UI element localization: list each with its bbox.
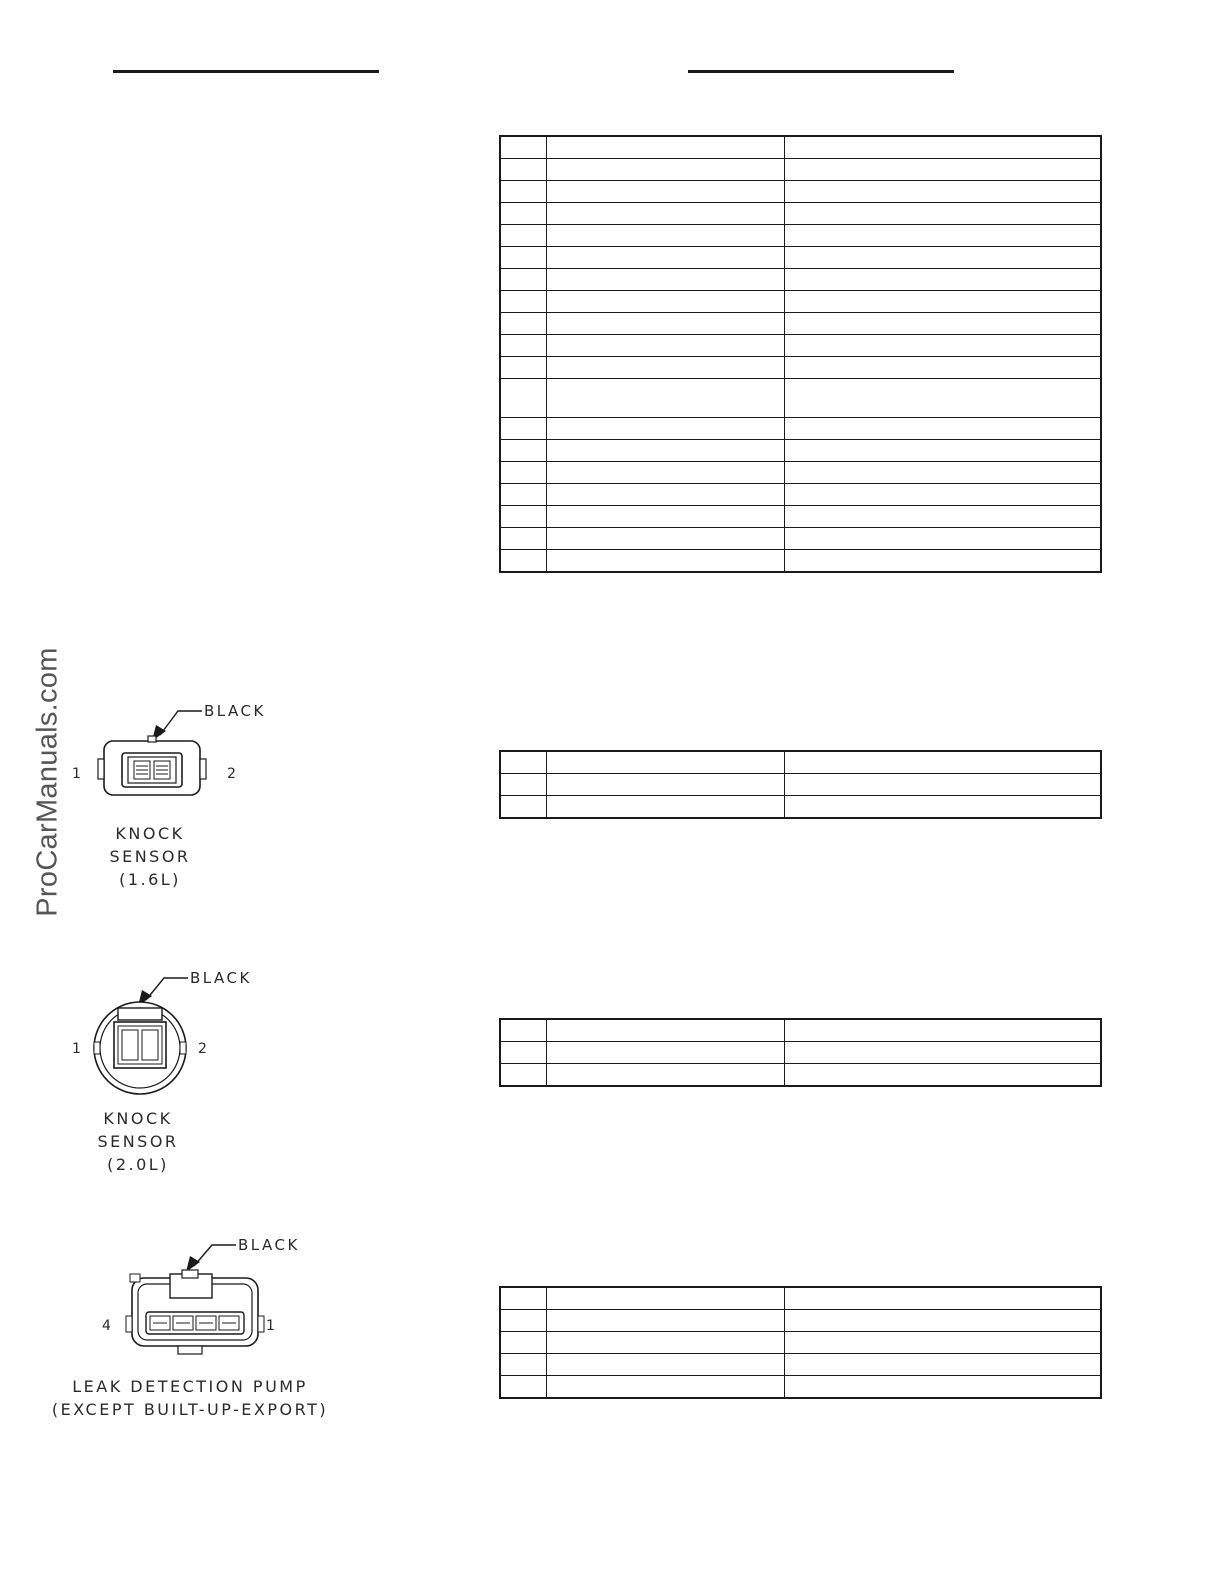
table-row	[500, 159, 1101, 181]
table-cell	[500, 1287, 546, 1310]
caption-line: KNOCK	[103, 1109, 173, 1128]
pin-table-main-body	[500, 136, 1101, 572]
table-row	[500, 796, 1101, 819]
table-cell	[546, 418, 784, 440]
table-cell	[784, 440, 1101, 462]
table-row	[500, 181, 1101, 203]
caption-line: (1.6L)	[119, 870, 181, 889]
table-cell	[500, 379, 546, 418]
two-pin-rectangular-connector-icon	[60, 695, 280, 805]
table-cell	[546, 136, 784, 159]
table-cell	[784, 550, 1101, 573]
table-row	[500, 1064, 1101, 1087]
table-cell	[784, 291, 1101, 313]
table-row	[500, 335, 1101, 357]
header-rule-right	[688, 70, 954, 73]
connector-knock-sensor-1-6l	[60, 695, 280, 805]
table-cell	[546, 1354, 784, 1376]
table-cell	[546, 528, 784, 550]
table-cell	[784, 1376, 1101, 1399]
table-cell	[500, 181, 546, 203]
table-cell	[500, 203, 546, 225]
table-cell	[500, 313, 546, 335]
caption-line: SENSOR	[109, 847, 191, 866]
table-cell	[500, 1332, 546, 1354]
pin-number-left: 1	[72, 766, 81, 782]
pin-number-left: 1	[72, 1041, 81, 1057]
table-cell	[784, 751, 1101, 774]
table-cell	[784, 1064, 1101, 1087]
table-row	[500, 313, 1101, 335]
table-cell	[500, 335, 546, 357]
table-row	[500, 1019, 1101, 1042]
table-cell	[784, 1354, 1101, 1376]
table-cell	[500, 440, 546, 462]
pin-table-body	[500, 751, 1101, 818]
table-cell	[784, 1042, 1101, 1064]
pin-table-knock-sensor-2-0l	[499, 1018, 1102, 1087]
color-label: BLACK	[204, 702, 266, 720]
caption-line: SENSOR	[97, 1132, 179, 1151]
table-cell	[546, 1064, 784, 1087]
table-row	[500, 269, 1101, 291]
table-cell	[784, 203, 1101, 225]
table-cell	[500, 159, 546, 181]
table-cell	[784, 357, 1101, 379]
table-row	[500, 506, 1101, 528]
table-cell	[784, 1019, 1101, 1042]
table-row	[500, 291, 1101, 313]
pin-table-body	[500, 1019, 1101, 1086]
four-pin-connector-icon	[90, 1230, 320, 1360]
table-row	[500, 550, 1101, 573]
table-cell	[500, 462, 546, 484]
table-cell	[500, 291, 546, 313]
caption-line: (EXCEPT BUILT-UP-EXPORT)	[51, 1400, 329, 1419]
table-cell	[784, 418, 1101, 440]
table-cell	[500, 528, 546, 550]
table-cell	[784, 774, 1101, 796]
table-cell	[500, 1019, 546, 1042]
table-row	[500, 247, 1101, 269]
table-cell	[784, 462, 1101, 484]
table-row	[500, 1332, 1101, 1354]
table-cell	[546, 335, 784, 357]
table-cell	[500, 1354, 546, 1376]
table-cell	[500, 269, 546, 291]
pin-number-left: 4	[102, 1318, 111, 1334]
table-cell	[784, 225, 1101, 247]
table-cell	[546, 774, 784, 796]
table-cell	[784, 335, 1101, 357]
table-cell	[784, 1287, 1101, 1310]
table-cell	[784, 269, 1101, 291]
table-cell	[784, 136, 1101, 159]
table-cell	[500, 1310, 546, 1332]
table-cell	[784, 313, 1101, 335]
table-cell	[500, 418, 546, 440]
table-cell	[546, 269, 784, 291]
caption-line: KNOCK	[115, 824, 185, 843]
table-row	[500, 225, 1101, 247]
table-cell	[546, 291, 784, 313]
connector-caption	[40, 1375, 340, 1421]
table-cell	[546, 462, 784, 484]
table-row	[500, 203, 1101, 225]
connector-caption	[38, 1107, 238, 1176]
table-cell	[546, 225, 784, 247]
pin-number-right: 1	[266, 1318, 275, 1334]
pin-table-leak-detection-pump	[499, 1286, 1102, 1399]
table-row	[500, 1042, 1101, 1064]
table-cell	[784, 159, 1101, 181]
table-row	[500, 774, 1101, 796]
connector-knock-sensor-2-0l	[60, 962, 280, 1092]
header-rule-left	[113, 70, 379, 73]
pin-table-knock-sensor-1-6l	[499, 750, 1102, 819]
table-row	[500, 484, 1101, 506]
table-row	[500, 751, 1101, 774]
table-cell	[546, 1310, 784, 1332]
table-cell	[500, 774, 546, 796]
caption-line: LEAK DETECTION PUMP	[72, 1377, 308, 1396]
table-cell	[546, 484, 784, 506]
color-label: BLACK	[238, 1236, 300, 1254]
table-row	[500, 136, 1101, 159]
table-cell	[546, 506, 784, 528]
table-cell	[546, 1376, 784, 1399]
pin-table-body	[500, 1287, 1101, 1398]
table-cell	[784, 1310, 1101, 1332]
table-cell	[546, 1042, 784, 1064]
pin-number-right: 2	[227, 766, 236, 782]
table-cell	[546, 159, 784, 181]
table-cell	[784, 1332, 1101, 1354]
table-cell	[500, 1042, 546, 1064]
table-row	[500, 379, 1101, 418]
table-cell	[546, 550, 784, 573]
table-cell	[500, 751, 546, 774]
table-cell	[784, 484, 1101, 506]
table-cell	[500, 1376, 546, 1399]
table-cell	[500, 484, 546, 506]
caption-line: (2.0L)	[107, 1155, 169, 1174]
table-row	[500, 440, 1101, 462]
pin-table-main	[499, 135, 1102, 573]
table-cell	[784, 181, 1101, 203]
table-cell	[546, 203, 784, 225]
table-cell	[546, 796, 784, 819]
table-row	[500, 1310, 1101, 1332]
table-cell	[500, 247, 546, 269]
watermark-text: ProCarManuals.com	[31, 647, 64, 917]
table-cell	[784, 528, 1101, 550]
table-cell	[500, 136, 546, 159]
table-row	[500, 418, 1101, 440]
color-label: BLACK	[190, 969, 252, 987]
table-cell	[546, 247, 784, 269]
two-pin-round-connector-icon	[60, 962, 280, 1092]
table-cell	[784, 796, 1101, 819]
table-cell	[546, 1332, 784, 1354]
table-cell	[500, 506, 546, 528]
table-cell	[500, 357, 546, 379]
table-cell	[546, 1287, 784, 1310]
table-row	[500, 1287, 1101, 1310]
table-row	[500, 1376, 1101, 1399]
table-row	[500, 528, 1101, 550]
table-cell	[784, 506, 1101, 528]
table-cell	[500, 796, 546, 819]
table-cell	[784, 379, 1101, 418]
table-cell	[500, 1064, 546, 1087]
table-cell	[546, 440, 784, 462]
table-cell	[546, 751, 784, 774]
table-cell	[546, 1019, 784, 1042]
table-cell	[546, 313, 784, 335]
table-cell	[784, 247, 1101, 269]
table-cell	[546, 357, 784, 379]
table-cell	[546, 379, 784, 418]
pin-number-right: 2	[198, 1041, 207, 1057]
connector-leak-detection-pump	[90, 1230, 320, 1360]
table-cell	[500, 225, 546, 247]
table-row	[500, 357, 1101, 379]
table-row	[500, 462, 1101, 484]
table-cell	[546, 181, 784, 203]
table-cell	[500, 550, 546, 573]
table-row	[500, 1354, 1101, 1376]
connector-caption	[50, 822, 250, 891]
